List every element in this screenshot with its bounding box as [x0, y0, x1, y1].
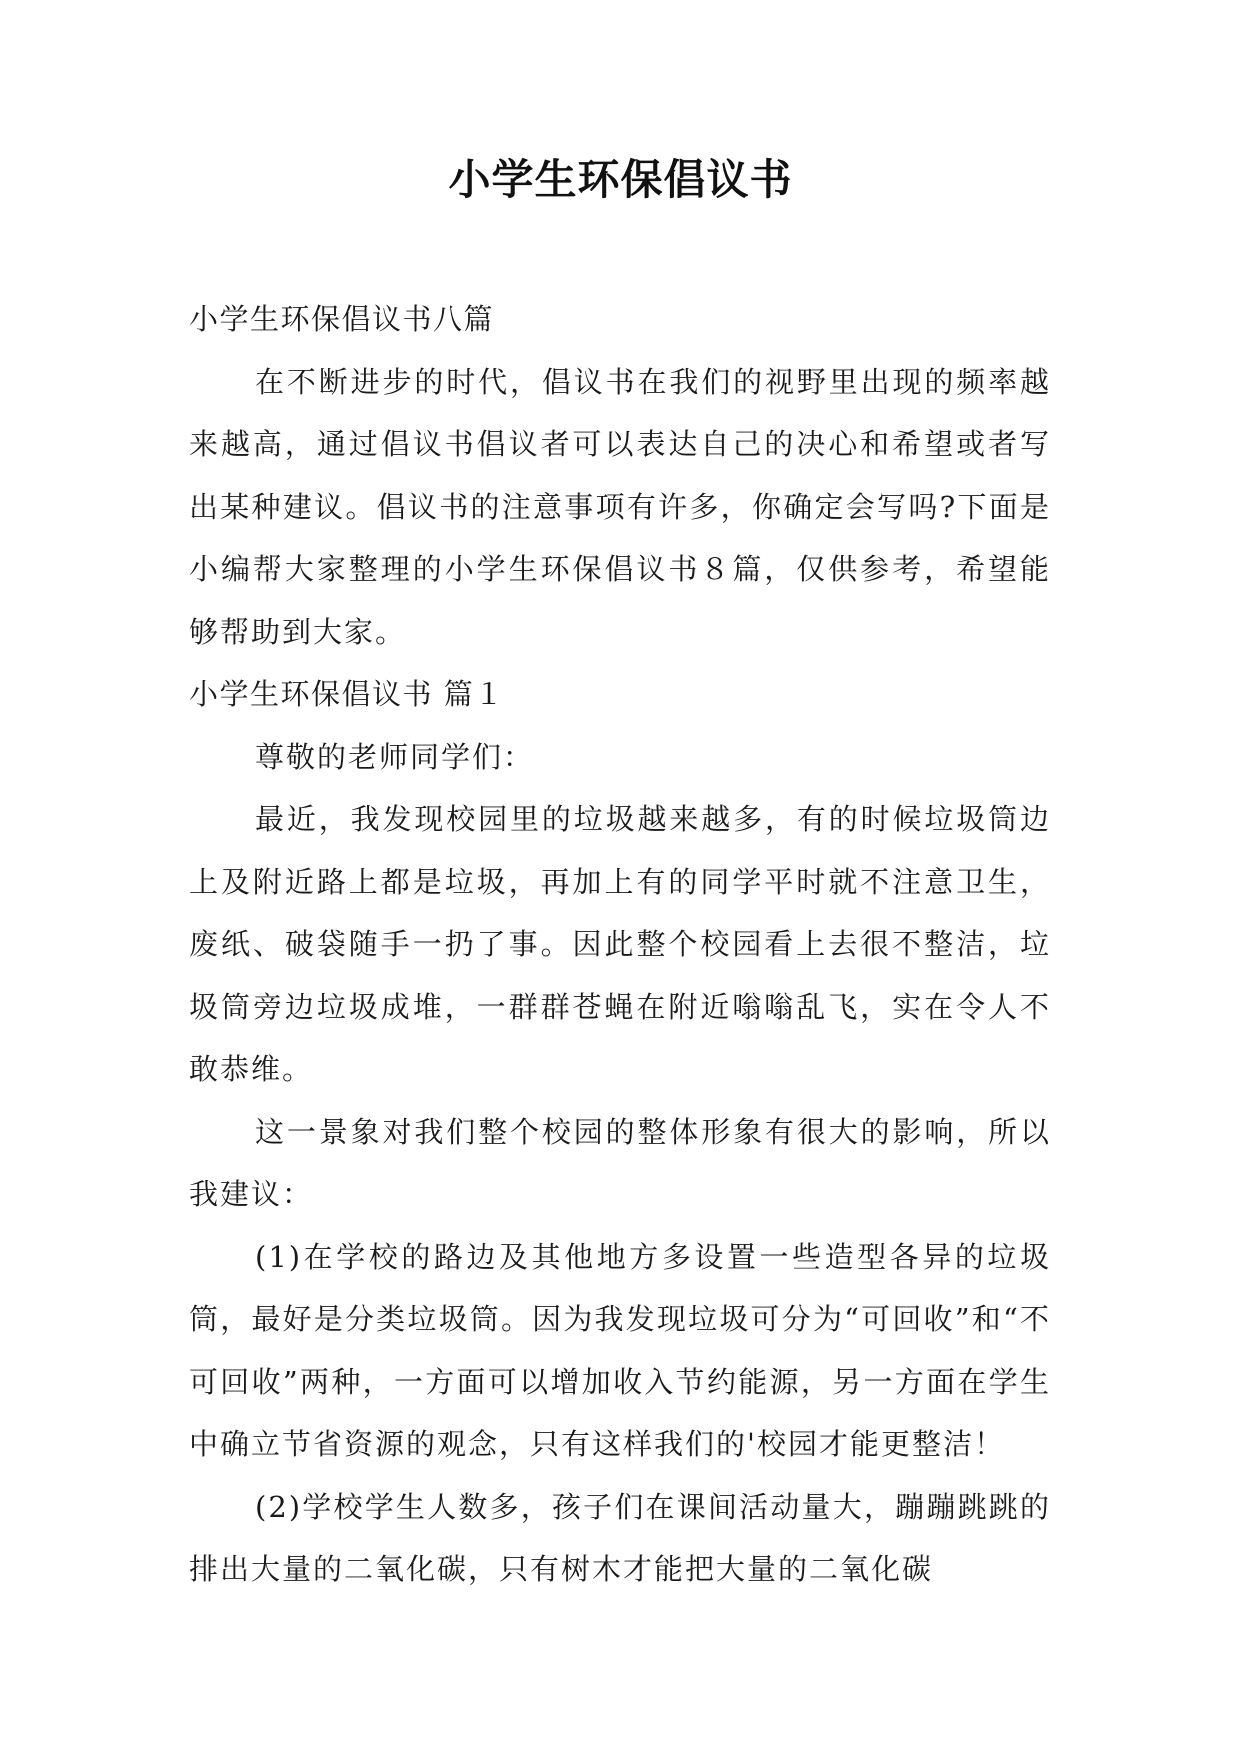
intro-paragraph: 在不断进步的时代，倡议书在我们的视野里出现的频率越来越高，通过倡议书倡议者可以表达自己的决心和希望或者写出某种建议。倡议书的注意事项有许多，你确定会写吗?下面是小编帮大家整理的小学生环保倡议书８篇，仅供参考，希望能够帮助到大家。	[189, 364, 1051, 649]
body-paragraph: 最近，我发现校园里的垃圾越来越多，有的时候垃圾筒边上及附近路上都是垃圾，再加上有的同学平时就不注意卫生，废纸、破袋随手一扔了事。因此整个校园看上去很不整洁，垃圾筒旁边垃圾成堆，一群群苍蝇在附近嗡嗡乱飞，实在令人不敢恭维。	[189, 802, 1051, 1086]
suggestion-paragraph-1: (1)在学校的路边及其他地方多设置一些造型各异的垃圾筒，最好是分类垃圾筒。因为我发现垃圾可分为“可回收”和“不可回收”两种，一方面可以增加收入节约能源，另一方面在学生中确立节省资源的观念，只有这样我们的'校园才能更整洁！	[189, 1239, 1051, 1461]
salutation-paragraph: 尊敬的老师同学们：	[255, 739, 535, 774]
suggestion-paragraph-2: (2)学校学生人数多，孩子们在课间活动量大，蹦蹦跳跳的排出大量的二氧化碳，只有树木才能把大量的二氧化碳	[189, 1489, 1051, 1586]
section-heading-overview: 小学生环保倡议书八篇	[189, 302, 495, 336]
document-title: 小学生环保倡议书	[448, 155, 793, 204]
document-body	[189, 288, 1051, 1601]
section-heading-part-1: 小学生环保倡议书 篇１	[189, 677, 505, 711]
body-paragraph: 这一景象对我们整个校园的整体形象有很大的影响，所以我建议：	[189, 1114, 1051, 1211]
